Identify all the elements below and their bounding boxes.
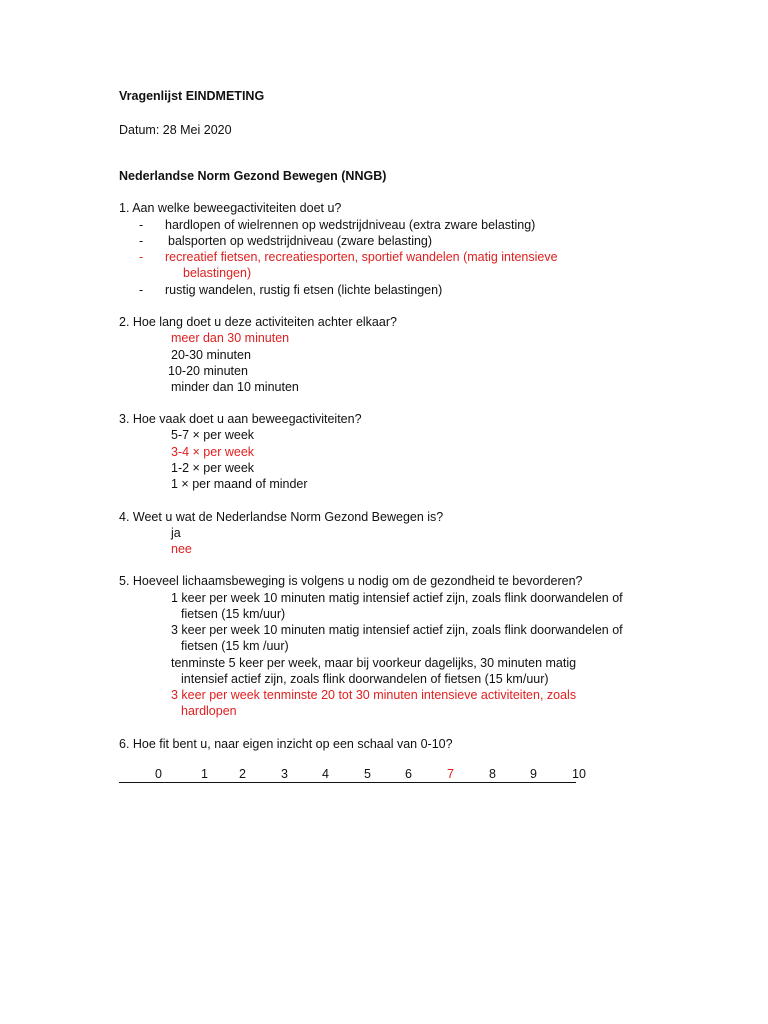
answer-option-selected: recreatief fietsen, recreatiesporten, sportief wandelen (matig intensieve bbox=[165, 250, 558, 264]
answer-option: 3 keer per week 10 minuten matig intensief actief zijn, zoals flink doorwandelen of bbox=[171, 623, 623, 637]
answer-option: tenminste 5 keer per week, maar bij voorkeur dagelijks, 30 minuten matig bbox=[171, 656, 577, 670]
question-text: 1. Aan welke beweegactiviteiten doet u? bbox=[119, 201, 342, 215]
list-bullet: - bbox=[139, 250, 144, 264]
answer-option-selected: meer dan 30 minuten bbox=[171, 331, 290, 345]
scale-number-2: 2 bbox=[239, 767, 246, 781]
scale-number-9: 9 bbox=[530, 767, 537, 781]
scale-line bbox=[119, 782, 576, 783]
question-text: 4. Weet u wat de Nederlandse Norm Gezond Bewegen is? bbox=[119, 510, 444, 524]
answer-option-selected: 3-4 × per week bbox=[171, 445, 255, 459]
answer-option: minder dan 10 minuten bbox=[171, 380, 299, 394]
document-date: Datum: 28 Mei 2020 bbox=[119, 123, 232, 137]
scale-number-7-selected: 7 bbox=[447, 767, 454, 781]
scale-number-3: 3 bbox=[281, 767, 288, 781]
answer-option-continued: fietsen (15 km /uur) bbox=[181, 639, 289, 653]
scale-number-6: 6 bbox=[405, 767, 412, 781]
answer-option-selected-continued: belastingen) bbox=[183, 266, 252, 280]
answer-option-continued: fietsen (15 km/uur) bbox=[181, 607, 286, 621]
scale-number-0: 0 bbox=[155, 767, 162, 781]
scale-number-10: 10 bbox=[572, 767, 586, 781]
scale-number-8: 8 bbox=[489, 767, 496, 781]
answer-option-continued: intensief actief zijn, zoals flink doorwandelen of fietsen (15 km/uur) bbox=[181, 672, 549, 686]
list-bullet: - bbox=[139, 234, 144, 248]
answer-option-selected-continued: hardlopen bbox=[181, 704, 237, 718]
answer-option-selected: 3 keer per week tenminste 20 tot 30 minuten intensieve activiteiten, zoals bbox=[171, 688, 577, 702]
question-text: 6. Hoe fit bent u, naar eigen inzicht op een schaal van 0-10? bbox=[119, 737, 453, 751]
question-text: 3. Hoe vaak doet u aan beweegactiviteiten? bbox=[119, 412, 362, 426]
answer-option: 20-30 minuten bbox=[171, 348, 251, 362]
scale-number-1: 1 bbox=[201, 767, 208, 781]
list-bullet: - bbox=[139, 283, 144, 297]
list-bullet: - bbox=[139, 218, 144, 232]
answer-option: 5-7 × per week bbox=[171, 428, 255, 442]
answer-option: rustig wandelen, rustig fi etsen (lichte belastingen) bbox=[165, 283, 443, 297]
document-title: Vragenlijst EINDMETING bbox=[119, 89, 265, 103]
question-text: 5. Hoeveel lichaamsbeweging is volgens u nodig om de gezondheid te bevorderen? bbox=[119, 574, 583, 588]
answer-option: hardlopen of wielrennen op wedstrijdniveau (extra zware belasting) bbox=[165, 218, 536, 232]
question-text: 2. Hoe lang doet u deze activiteiten achter elkaar? bbox=[119, 315, 397, 329]
answer-option: ja bbox=[171, 526, 181, 540]
answer-option-selected: nee bbox=[171, 542, 192, 556]
answer-option: 1 keer per week 10 minuten matig intensief actief zijn, zoals flink doorwandelen of bbox=[171, 591, 623, 605]
answer-option: 1 × per maand of minder bbox=[171, 477, 308, 491]
scale-number-4: 4 bbox=[322, 767, 329, 781]
answer-option: balsporten op wedstrijdniveau (zware belasting) bbox=[168, 234, 433, 248]
answer-option: 1-2 × per week bbox=[171, 461, 255, 475]
answer-option: 10-20 minuten bbox=[168, 364, 248, 378]
scale-number-5: 5 bbox=[364, 767, 371, 781]
section-title: Nederlandse Norm Gezond Bewegen (NNGB) bbox=[119, 169, 387, 183]
